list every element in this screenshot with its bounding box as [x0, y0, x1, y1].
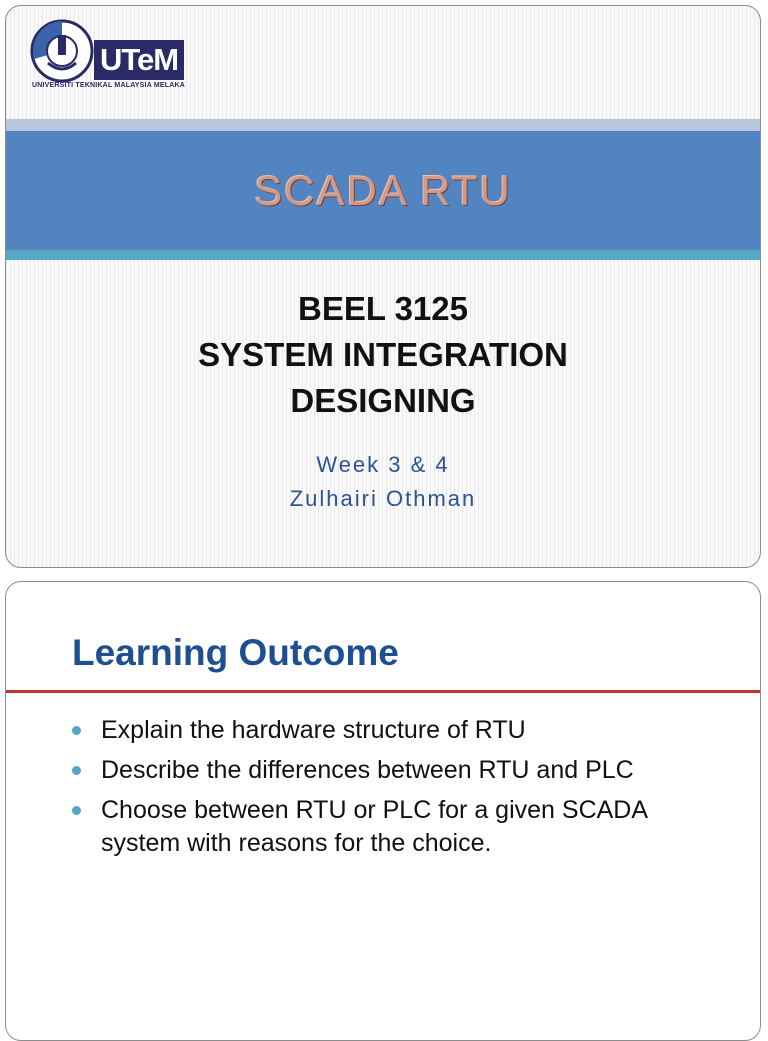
title-band-bottom-stripe	[6, 250, 760, 260]
learning-outcome-slide	[5, 581, 761, 1041]
bullet-dot-icon	[72, 806, 81, 815]
course-line: BEEL 3125	[298, 290, 468, 327]
course-line: SYSTEM INTEGRATION	[198, 336, 568, 373]
list-item-text: Explain the hardware structure of RTU	[101, 716, 526, 744]
logo-university-name: UNIVERSITI TEKNIKAL MALAYSIA MELAKA	[32, 82, 185, 89]
course-title	[6, 286, 760, 424]
heading-divider	[6, 690, 760, 693]
course-line: DESIGNING	[290, 382, 476, 419]
list-item	[72, 794, 712, 860]
bullet-dot-icon	[72, 766, 81, 775]
logo-wordmark: UTeM	[94, 40, 184, 82]
title-band-top-stripe	[6, 119, 760, 131]
bullet-dot-icon	[72, 726, 81, 735]
slide-title: SCADA RTU	[254, 166, 512, 214]
list-item-text: Choose between RTU or PLC for a given SCADA system with reasons for the choice.	[101, 796, 647, 857]
utem-emblem-icon	[28, 15, 98, 89]
list-item-text: Describe the differences between RTU and PLC	[101, 756, 634, 784]
utem-logo	[28, 11, 188, 99]
author-name: Zulhairi Othman	[289, 486, 477, 511]
outcome-list	[72, 714, 712, 867]
title-band	[6, 131, 760, 250]
list-item	[72, 754, 712, 787]
slide-heading: Learning Outcome	[72, 632, 399, 673]
week-label: Week 3 & 4	[316, 452, 450, 477]
slide-subtitle	[6, 448, 760, 516]
list-item	[72, 714, 712, 747]
title-slide	[5, 5, 761, 568]
